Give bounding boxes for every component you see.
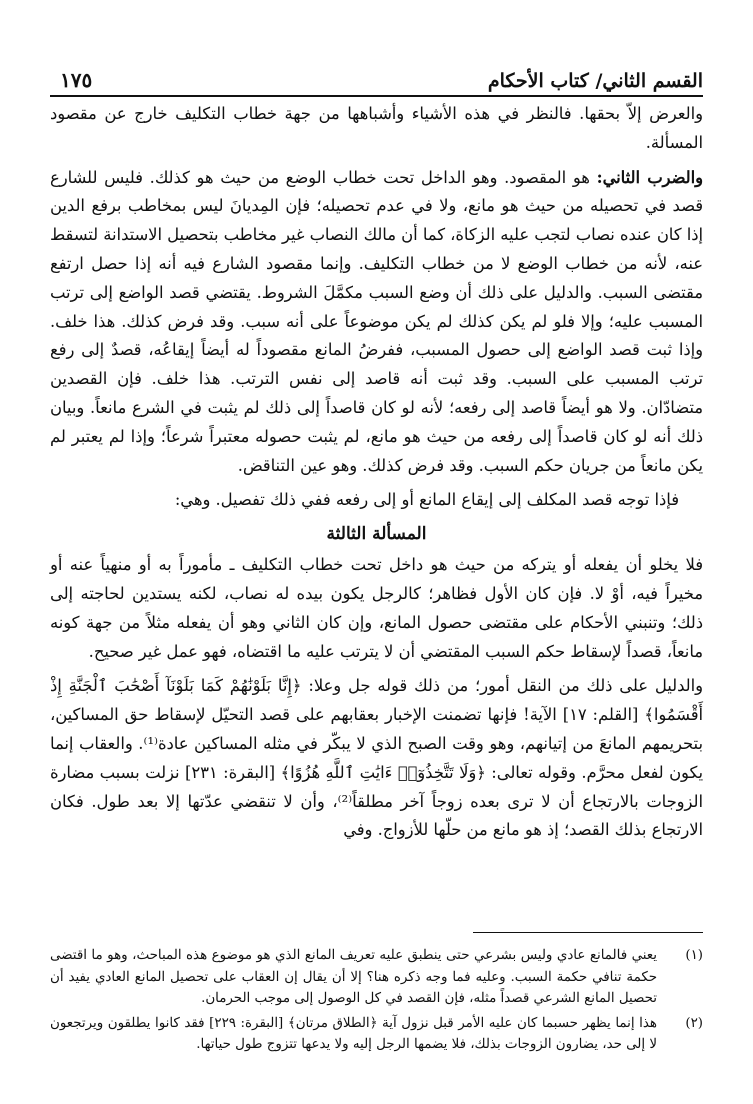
paragraph-2-text: هو المقصود. وهو الداخل تحت خطاب الوضع من حيث هو كذلك. فليس للشارع قصد في تحصيله من حيث هو مانع، ولا في عدم تحصيله؛ فإن المِديانَ ليس بمخاطب برفع الدين إذا كان عنده نصاب لتجب عليه الزكاة، كما أن مالك النصاب غير مخاطب بتحصيل الاستدانة لتسقط عنه، لأنه من خطاب الوضع لا من خطاب التكليف. وإنما مقصود الشارع فيه أنه إذا حصل ارتفع مقتضى السبب. والدليل على ذلك أن وضع السبب مكمَّلَ الشروط. يقتضي قصد الواضع إلى ترتب المسبب عليه؛ وإلا فلو لم يكن كذلك لم يكن موضوعاً على أنه سبب. وقد فرض كذلك. هذا خلف. وإذا ثبت قصد الواضع إلى حصول المسبب، ففرضُ المانع مقصوداً له أيضاً إيقاعُه، قصدٌ إلى رفع ترتب المسبب على السبب. وقد ثبت أنه قاصد إلى نفس الترتب. هذا خلف. فإن القصدين متضادّان. ولا هو أيضاً قاصد إلى رفعه؛ لأنه لو كان قاصداً إلى ذلك لم يثبت في الشرع مانعاً. وبيان ذلك أنه لو كان قاصداً إلى رفعه من حيث هو مانع، لم يثبت حصوله معتبراً شرعاً؛ وإذا لم يعتبر لم يكن مانعاً من جريان حكم السبب. وقد فرض كذلك. وهو عين التناقض. — [50, 167, 703, 475]
paragraph-2 — [50, 164, 703, 481]
footnote-separator — [473, 932, 703, 933]
paragraph-1: والعرض إلاّ بحقها. فالنظر في هذه الأشياء وأشباهها من جهة خطاب التكليف خارج عن مقصود المسألة. — [50, 104, 703, 152]
running-head: القسم الثاني/ كتاب الأحكام — [487, 70, 703, 92]
paragraph-5: والدليل على ذلك من النقل أمور؛ من ذلك قوله جل وعلا: ﴿إِنَّا بَلَوْنَٰهُمْ كَمَا بَلَوْنَآ أَصْحَٰبَ ٱلْجَنَّةِ إِذْ أَقْسَمُوا﴾ [القلم: ١٧] الآية! فإنها تضمنت الإخبار بعقابهم على قصد التحيّل لإسقاط حق المساكين، بتحريمهم المانعَ من إتيانهم، وهو وقت الصبح الذي لا يبكّر في مثله المساكين عادة⁽¹⁾. والعقاب إنما يكون لفعل محرَّم. وقوله تعالى: ﴿وَلَا تَتَّخِذُوٓا۟ ءَايَٰتِ ٱللَّهِ هُزُوًا﴾ [البقرة: ٢٣١] نزلت بسبب مضارة الزوجات بالارتجاع أن لا ترى بعده زوجاً آخر مطلقاً⁽²⁾، وأن لا تنقضي عدّتها إلا بعد طول. فكان الارتجاع بذلك القصد؛ إذ هو مانع من حلّها للأزواج. وفي — [50, 676, 703, 840]
page-header — [60, 58, 703, 92]
footnote-1-text: يعني فالمانع عادي وليس بشرعي حتى ينطبق عليه تعريف المانع الذي هو موضوع هذه المباحث، وهو ما اقتضى حكمة تنافي حكمة السبب. وعليه فما وجه ذكره هنا؟ إلا أن يقال إن العقاب على تحصيل المانع العادي يفيد أن تحصيل المانع الشرعي قصداً مثله، فإن القصد في كل الوصول إلى موجب الحرمان. — [50, 948, 657, 1006]
section-heading: المسألة الثالثة — [326, 524, 427, 545]
paragraph-4: فلا يخلو أن يفعله أو يتركه من حيث هو داخل تحت خطاب التكليف ـ مأموراً به أو منهياً عنه أو مخيراً فيه، أوْ لا. فإن كان الأول فظاهر؛ كالرجل يكون بيده له نصاب، لكنه يستدين لحاجته إلى ذلك؛ وتنبني الأحكام على مقتضى حصول المانع، وإن كان الثاني وهو أن يفعله مثلاً من جهة كونه مانعاً، قصداً لإسقاط حكم السبب المقتضي أن لا يترتب عليه ما اقتضاه، فهو عمل غير صحيح. — [50, 555, 703, 661]
footnote-1-number: (١) — [685, 948, 703, 963]
footnote-2 — [50, 1013, 703, 1056]
main-text — [50, 100, 703, 845]
footnotes — [50, 945, 703, 1059]
footnote-1 — [50, 945, 703, 1010]
page-number: ١٧٥ — [60, 68, 93, 92]
paragraph-3: فإذا توجه قصد المكلف إلى إيقاع المانع أو إلى رفعه ففي ذلك تفصيل. وهي: — [174, 490, 679, 510]
header-rule — [50, 95, 703, 97]
footnote-2-text: هذا إنما يظهر حسبما كان عليه الأمر قبل نزول آية ﴿الطلاق مرتان﴾ [البقرة: ٢٢٩] فقد كانوا يطلقون ويرتجعون لا إلى حد، يضارون الزوجات بذلك، فلا يضمها الرجل إليه ولا يدعها تتزوج طول حياتها. — [50, 1015, 657, 1052]
footnote-2-number: (٢) — [685, 1015, 703, 1031]
paragraph-2-lead: والضرب الثاني: — [596, 167, 703, 187]
